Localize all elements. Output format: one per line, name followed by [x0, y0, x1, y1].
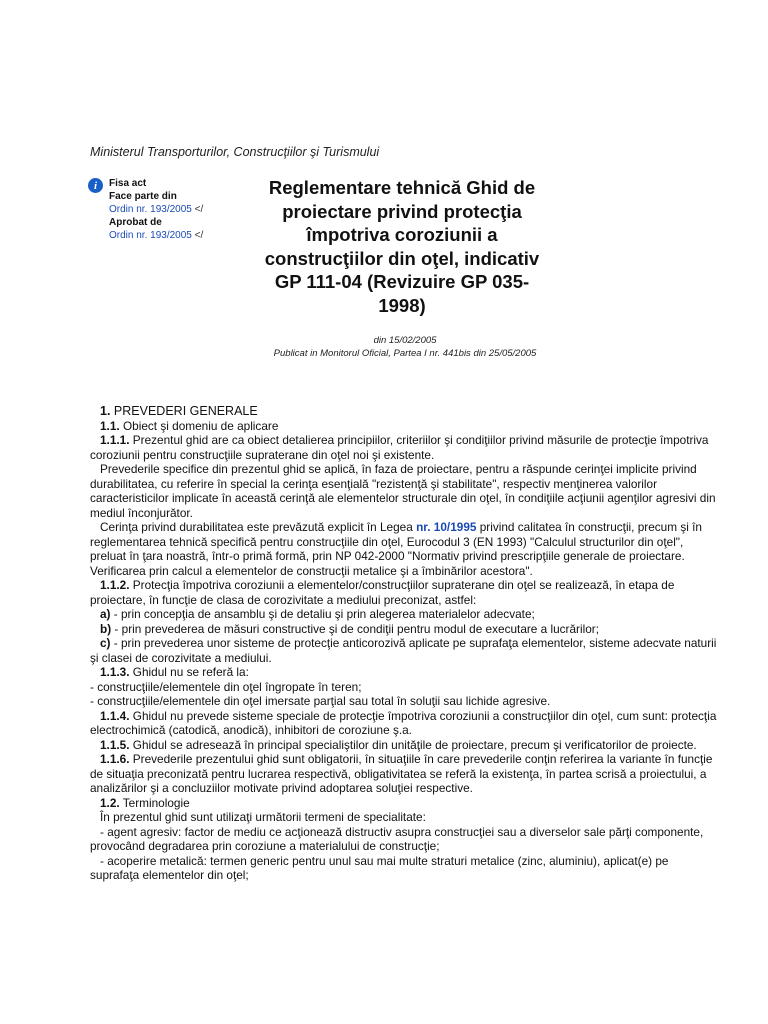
- paragraph-text: - prin prevederea unor sisteme de protecţie anticorozivă aplicate pe suprafaţa elementelor, sisteme adecvate naturii şi clasei de corozivitate a mediului.: [90, 636, 717, 665]
- paragraph: [90, 520, 720, 578]
- paragraph-text: Terminologie: [122, 795, 190, 810]
- paragraph: [90, 752, 720, 796]
- paragraph-text-cont: privind calitatea în construcţii, precum şi în reglementarea tehnică specifică pentru construcţiile din oţel, Eurocodul 3 (EN 1993) "Calculul structurilor din oţel", preluat în ţara noastră, într-o primă formă, prin NP 042-2000 "Normativ privind prescripţiile generale de proiectare. Verificarea prin calcul a elementelor de construcţii metalice şi a îmbinărilor acestora".: [90, 520, 702, 578]
- paragraph-text: - construcţiile/elementele din oţel imersate parţial sau total în soluţii sau lichide agresive.: [90, 694, 551, 708]
- paragraph-number: a): [100, 607, 111, 621]
- paragraph: [90, 607, 720, 622]
- paragraph-text: PREVEDERI GENERALE: [113, 404, 258, 418]
- paragraph: [90, 680, 720, 695]
- paragraph-number: 1.1.5.: [100, 737, 130, 752]
- aprobat-label: Aprobat de: [109, 217, 162, 228]
- paragraph-text: Ghidul nu prevede sisteme speciale de protecţie împotriva coroziunii a construcţiilor din oţel, cum sunt: protecţia electrochimică (catodică, anodică), inhibitori de coroziune ş.a.: [90, 708, 717, 737]
- paragraph-number: 1.: [100, 404, 111, 418]
- act-info-lines: [109, 177, 203, 242]
- paragraph-text: Ghidul nu se referă la:: [132, 665, 249, 679]
- document-body: [90, 404, 720, 883]
- paragraph-text: - acoperire metalică: termen generic pentru unul sau mai multe straturi metalice (zinc, aluminiu), aplicat(e) pe suprafaţa elementelor din oţel;: [90, 853, 669, 882]
- paragraph-number: c): [100, 636, 111, 650]
- paragraph-text: Prevederile specifice din prezentul ghid se aplică, în faza de proiectare, pentru a răspunde cerinţei implicite privind durabilitatea, cu referire în special la cerinţa esenţială "rezistenţă şi stabilitate", respectiv menţinerea valorilor caracteristicilor implicate în această cerinţă ale elementelor structurale din oţel, în condiţiile acţiunii agenţilor agresivi din mediul înconjurător.: [90, 462, 716, 520]
- paragraph: [90, 796, 720, 811]
- date-line: din 15/02/2005: [373, 335, 437, 346]
- publication-line: Publicat in Monitorul Oficial, Partea I nr. 441bis din 25/05/2005: [273, 348, 537, 359]
- paragraph-text: Prezentul ghid are ca obiect detalierea principiilor, criteriilor şi condiţiilor privind măsurile de protecţie împotriva coroziunii pentru construcţiile supraterane din oţel noi şi existente.: [90, 433, 709, 462]
- paragraph: [90, 694, 720, 709]
- paragraph: [90, 433, 720, 462]
- paragraph: [90, 419, 720, 434]
- ordin-link-2[interactable]: Ordin nr. 193/2005: [109, 230, 192, 241]
- face-parte-label: Face parte din: [109, 191, 177, 202]
- paragraph-text: În prezentul ghid sunt utilizaţi următorii termeni de specialitate:: [100, 810, 426, 824]
- paragraph-text: Protecţia împotriva coroziunii a elementelor/construcţiilor supraterane din oţel se realizează, în etapa de proiectare, în funcţie de clasa de corozivitate a mediului preconizat, astfel:: [90, 578, 675, 607]
- paragraph: [90, 622, 720, 637]
- paragraph-number: 1.1.4.: [100, 708, 130, 723]
- paragraph-text: Ghidul se adresează în principal specialiştilor din unităţile de proiectare, precum şi verificatorilor de proiecte.: [132, 737, 697, 752]
- tail-mark-1: </: [194, 204, 204, 215]
- paragraph: [90, 738, 720, 753]
- paragraph-number: 1.1.: [100, 418, 120, 433]
- paragraph-text: - prin prevederea de măsuri constructive şi de condiţii pentru modul de executare a lucrărilor;: [114, 621, 599, 636]
- paragraph: [90, 810, 720, 825]
- paragraph: [90, 404, 720, 419]
- paragraph-number: 1.1.2.: [100, 578, 130, 592]
- paragraph: [90, 578, 720, 607]
- tail-mark-2: </: [194, 230, 204, 241]
- paragraph-text: - agent agresiv: factor de mediu ce acţionează distructiv asupra construcţiei sau a diverselor sale părţi componente, provocând degradarea prin coroziune a materialului de construcţie;: [90, 824, 704, 853]
- fisa-act-label: Fisa act: [109, 178, 147, 189]
- info-icon[interactable]: i: [88, 178, 103, 193]
- paragraph-number: 1.2.: [100, 795, 120, 810]
- paragraph: [90, 636, 720, 665]
- ordin-link-1[interactable]: Ordin nr. 193/2005: [109, 204, 192, 215]
- paragraph-number: 1.1.1.: [100, 433, 130, 447]
- paragraph-text: Cerinţa privind durabilitatea este prevăzută explicit în Legea: [100, 520, 413, 534]
- paragraph-text: Prevederile prezentului ghid sunt obligatorii, în situaţiile în care prevederile conţin referirea la variante în funcţie de situaţia preconizată pentru lucrarea respectivă, obligativitatea se referă la existenţa, în partea scrisă a proiectului, a analizărilor şi a concluziilor motivate privind adoptarea soluţiei respective.: [90, 752, 713, 795]
- paragraph: [90, 665, 720, 680]
- law-link[interactable]: nr. 10/1995: [416, 520, 477, 534]
- paragraph-text: Obiect şi domeniu de aplicare: [122, 418, 279, 433]
- document-title: Reglementare tehnică Ghid de proiectare privind protecţia împotriva coroziunii a construcţiilor din oţel, indicativ GP 111-04 (Revizuire GP 035-1998): [264, 177, 540, 316]
- paragraph-text: - construcţiile/elementele din oţel îngropate în teren;: [90, 679, 362, 694]
- paragraph-number: 1.1.6.: [100, 752, 130, 766]
- paragraph: [90, 709, 720, 738]
- paragraph: [90, 854, 720, 883]
- paragraph: [90, 462, 720, 520]
- paragraph: [90, 825, 720, 854]
- paragraph-number: 1.1.3.: [100, 665, 130, 679]
- paragraph-number: b): [100, 621, 112, 636]
- paragraph-text: - prin concepţia de ansamblu şi de detaliu şi prin alegerea materialelor adecvate;: [113, 607, 535, 621]
- ministry-name: Ministerul Transporturilor, Construcţiilor şi Turismului: [90, 145, 380, 159]
